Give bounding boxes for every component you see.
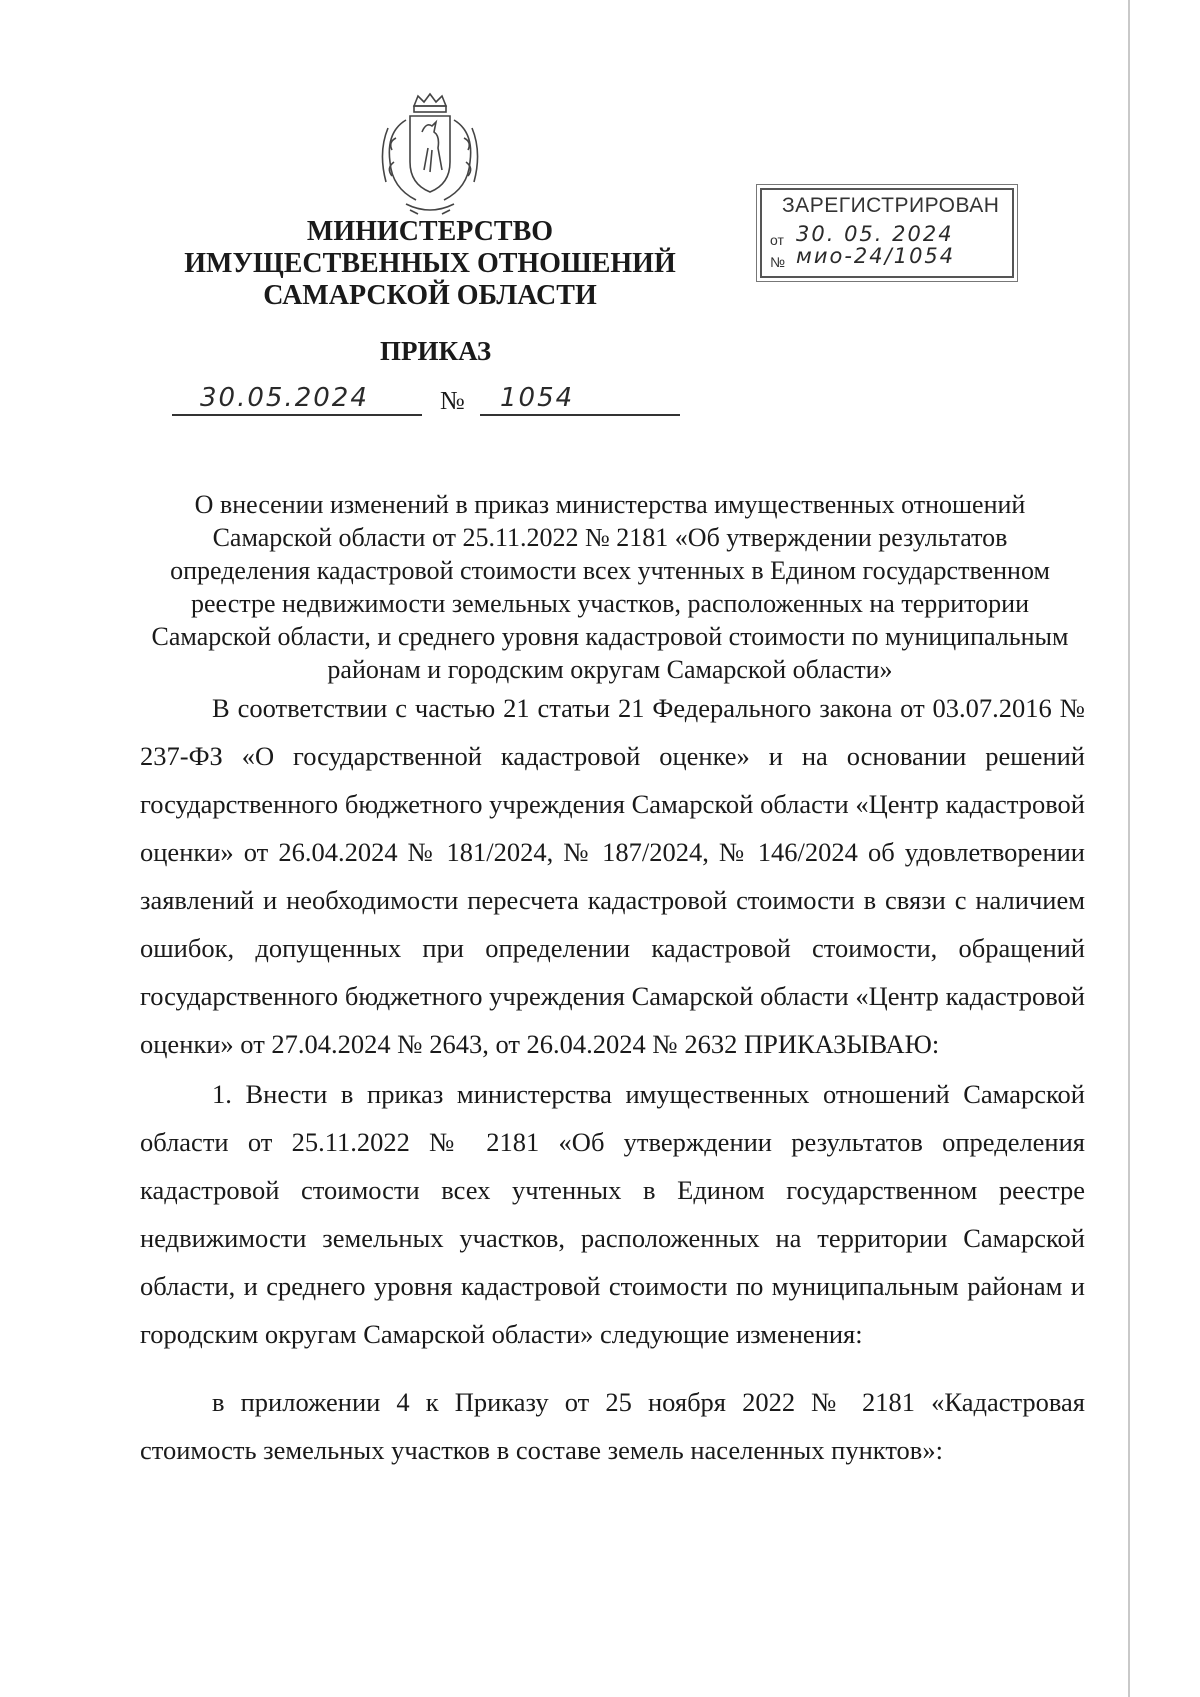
order-number-handwritten: 1054 — [500, 383, 575, 413]
appendix-4-paragraph: в приложении 4 к Приказу от 25 ноября 2022 № 2181 «Кадастровая стоимость земельных участков в составе земель населенных пунктов»: — [140, 1387, 1085, 1465]
ministry-name-line2: ИМУЩЕСТВЕННЫХ ОТНОШЕНИЙ — [184, 248, 676, 279]
stamp-title: ЗАРЕГИСТРИРОВАН — [782, 194, 1000, 217]
ministry-name-line3: САМАРСКОЙ ОБЛАСТИ — [263, 280, 597, 311]
stamp-number-handwritten: мио-24/1054 — [796, 244, 956, 268]
page-edge-line — [1128, 0, 1130, 1697]
stamp-number-label: № — [770, 254, 786, 270]
order-number-label: № — [440, 386, 465, 415]
order-subject: О внесении изменений в приказ министерства имущественных отношений Самарской области от 25.11.2022 № 2181 «Об утверждении результатов определения кадастровой стоимости всех учтенных в Едином государственном реестре недвижимости земельных участков, расположенных на территории Самарской области, и среднего уровня кадастровой стоимости по муниципальным районам и городским округам Самарской области» — [151, 490, 1069, 684]
preamble-paragraph: В соответствии с частью 21 статьи 21 Федерального закона от 03.07.2016 № 237-ФЗ «О государственной кадастровой оценке» и на основании решений государственного бюджетного учреждения Самарской области «Центр кадастровой оценки» от 26.04.2024 № 181/2024, № 187/2024, № 146/2024 об удовлетворении заявлений и необходимости пересчета кадастровой стоимости в связи с наличием ошибок, допущенных при определении кадастровой стоимости, обращений государственного бюджетного учреждения Самарской области «Центр кадастровой оценки» от 27.04.2024 № 2643, от 26.04.2024 № 2632 ПРИКАЗЫВАЮ: — [140, 693, 1085, 1059]
item-1-paragraph: 1. Внести в приказ министерства имущественных отношений Самарской области от 25.11.2022 № 2181 «Об утверждении результатов определения кадастровой стоимости всех учтенных в Едином государственном реестре недвижимости земельных участков, расположенных на территории Самарской области, и среднего уровня кадастровой стоимости по муниципальным районам и городским округам Самарской области» следующие изменения: — [140, 1079, 1085, 1349]
registration-stamp — [760, 188, 1014, 278]
stamp-from-label: от — [770, 232, 784, 248]
coat-of-arms-emblem — [366, 92, 494, 218]
order-title: ПРИКАЗ — [380, 336, 492, 366]
stamp-date-handwritten: 30. 05. 2024 — [796, 222, 954, 246]
order-date-handwritten: 30.05.2024 — [200, 383, 369, 413]
ministry-name-line1: МИНИСТЕРСТВО — [306, 216, 554, 247]
